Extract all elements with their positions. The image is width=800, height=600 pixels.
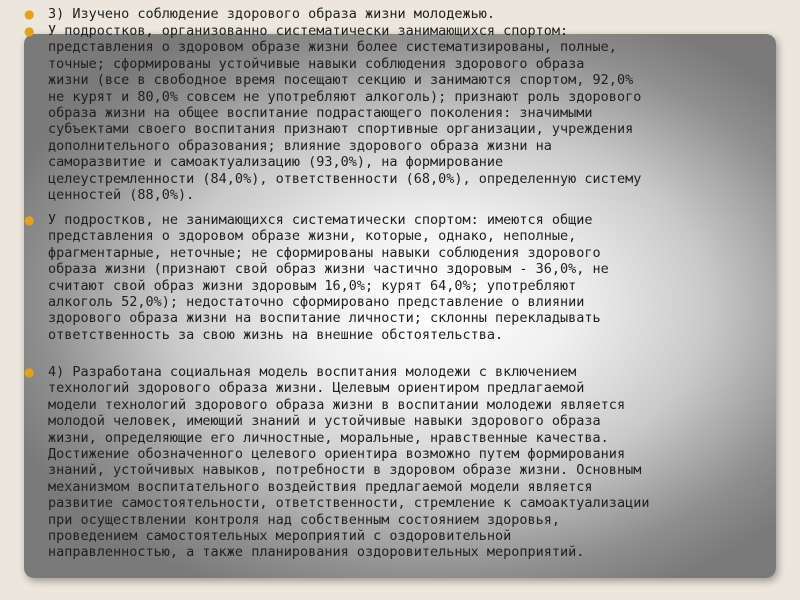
text-line: субъектами своего воспитания признают спортивные организации, учреждения <box>48 121 634 138</box>
text-line: жизни, определяющие его личностные, моральные, нравственные качества. <box>48 429 609 446</box>
bullet-dot-2: ● <box>24 24 35 38</box>
text-line: ценностей (88,0%). <box>48 186 195 203</box>
text-line: У подростков, не занимающихся систематически спортом: имеются общие <box>48 212 593 228</box>
text-line: фрагментарные, неточные; не сформированы навыки соблюдения здорового <box>48 244 601 261</box>
text-line: проведением самостоятельных мероприятий с оздоровительной <box>48 527 512 544</box>
text-line: саморазвитие и самоактуализацию (93,0%), на формирование <box>48 154 504 171</box>
text-line: 4) Разработана социальная модель воспитания молодежи с включением <box>48 364 577 380</box>
text-line: знаний, устойчивых навыков, потребности в здоровом образе жизни. Основным <box>48 462 642 479</box>
text-line: жизни (все в свободное время посещают секцию и занимаются спортом, 92,0% <box>48 72 634 89</box>
text-line: образа жизни (признают свой образ жизни частично здоровым - 36,0%, не <box>48 261 609 278</box>
text-line: при осуществлении контроля над собственным состоянием здоровья, <box>48 511 561 528</box>
text-line: 3) Изучено соблюдение здорового образа жизни молодежью. <box>48 6 496 22</box>
text-line: считают свой образ жизни здоровым 16,0%; курят 64,0%; употребляют <box>48 277 577 294</box>
text-line: алкоголь 52,0%); недостаточно сформировано представление о влиянии <box>48 293 585 310</box>
text-line: механизмом воспитательного воздействия предлагаемой модели является <box>48 478 593 495</box>
paragraph-findings-4 <box>48 364 778 561</box>
bullet-dot-4: ● <box>24 365 35 379</box>
text-line: ответственность за свою жизнь на внешние обстоятельства. <box>48 326 504 343</box>
text-line: Достижение обозначенного целевого ориентира возможно путем формирования <box>48 445 626 462</box>
paragraph-non-sport-teens <box>48 212 778 343</box>
text-line: представления о здоровом образе жизни, которые, однако, неполные, <box>48 228 577 245</box>
text-line: У подростков, организованно систематически занимающихся спортом: <box>48 23 569 39</box>
text-line: развитие самостоятельности, ответственности, стремление к самоактуализации <box>48 495 650 512</box>
text-line: образа жизни на общее воспитание подрастающего поколения: значимыми <box>48 104 593 121</box>
text-line: целеустремленности (84,0%), ответственности (68,0%), определенную систему <box>48 170 642 187</box>
text-line: технологий здорового образа жизни. Целевым ориентиром предлагаемой <box>48 380 585 397</box>
paragraph-sport-teens <box>48 23 778 203</box>
text-line: направленностью, а также планирования оздоровительных мероприятий. <box>48 544 585 561</box>
bullet-dot-3: ● <box>24 213 35 227</box>
paragraph-findings-3 <box>48 6 778 22</box>
bullet-dot-1: ● <box>24 7 35 21</box>
text-line: не курят и 80,0% совсем не употребляют алкоголь); признают роль здорового <box>48 88 642 105</box>
text-line: здорового образа жизни на воспитание личности; склонны перекладывать <box>48 310 601 327</box>
text-line: представления о здоровом образе жизни более систематизированы, полные, <box>48 39 617 56</box>
text-line: дополнительного образования; влияние здорового образа жизни на <box>48 137 552 154</box>
text-line: модели технологий здорового образа жизни в воспитании молодежи является <box>48 396 626 413</box>
text-line: точные; сформированы устойчивые навыки соблюдения здорового образа <box>48 55 585 72</box>
text-line: молодой человек, имеющий знаний и устойчивые навыки здорового образа <box>48 413 601 430</box>
